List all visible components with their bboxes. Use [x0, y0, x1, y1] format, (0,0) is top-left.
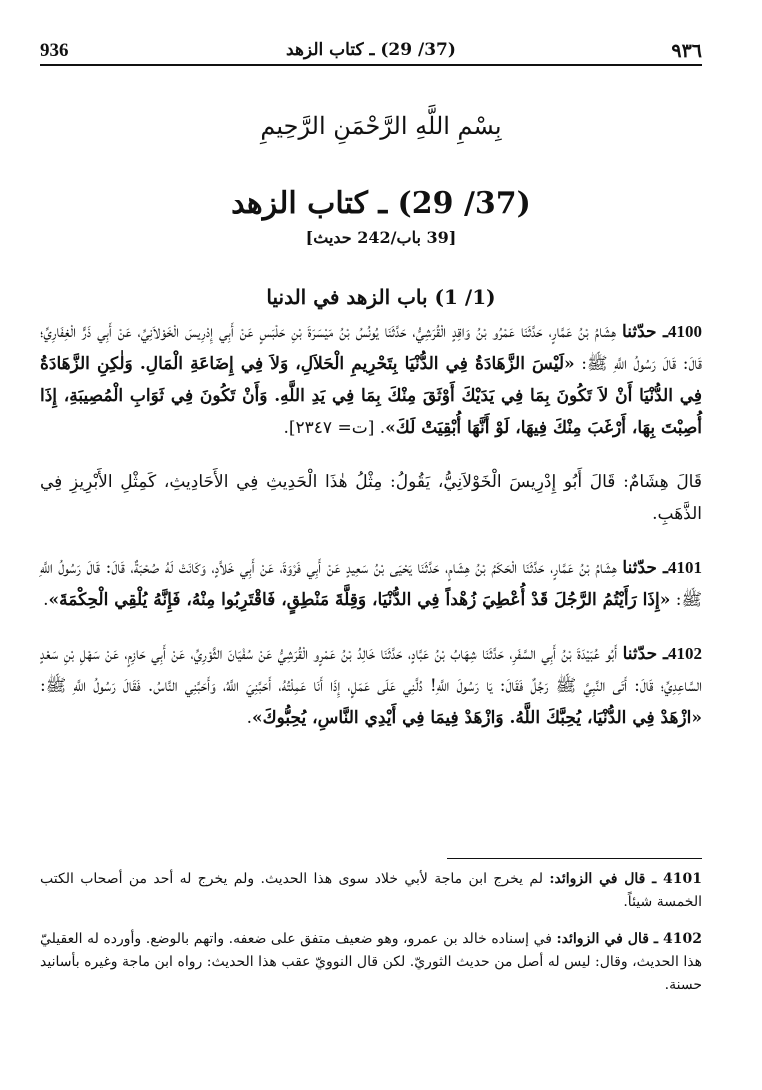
hadith-number: 4100: [668, 322, 702, 341]
hadith-body: [40, 316, 702, 756]
hadith-matn: «ازْهَدْ فِي الدُّنْيَا، يُحِبَّكَ اللَّهُ. وَازْهَدْ فِيمَا فِي أَيْدِي النَّاسِ، يُحِبُّوكَ»: [252, 708, 702, 728]
hadith-paragraph: [40, 466, 702, 530]
running-header: [40, 34, 702, 66]
hadith-lead: ـ حدّثنا: [622, 558, 669, 578]
hadith-number: 4102: [668, 644, 703, 663]
hadith-number: 4101: [668, 558, 703, 577]
footnote-text: لم يخرج ابن ماجة لأبي خلاد سوى هذا الحديث. ولم يخرج له أحد من أصحاب الكتب الخمسة شيئاً.: [40, 871, 702, 910]
book-subtitle: [39 باب/242 حديث]: [305, 228, 457, 247]
running-title: (37/ 29) ـ كتاب الزهد: [286, 40, 456, 60]
footnote: [40, 868, 702, 914]
hadith-isnad: أَبُو عُبَيْدَةَ بْنُ أَبِي السَّفَرِ، حَدَّثَنَا شِهَابُ بْنُ عَبَّادٍ، حَدَّثَنَا خَالِدُ بْنُ عَمْرٍو الْقُرَشِيُّ عَنْ سُفْيَانَ الثَّوْرِيِّ، عَنْ أَبِي حَازِمٍ، عَنْ سَهْلِ بْنِ سَعْدٍ السَّاعِدِيِّ؛ قَالَ: أَتَى النَّبِيَّ ﷺ رَجُلٌ فَقَالَ: يَا رَسُولَ اللَّهِ! دُلَّنِي عَلَى عَمَلٍ، إِذَا أَنَا عَمِلْتُهُ، أَحَبَّنِيَ اللَّهُ، وَأَحَبَّنِي النَّاسُ. فَقَالَ رَسُولُ اللَّهِ ﷺ:: [40, 644, 702, 696]
hadith-isnad: هِشَامُ بْنُ عَمَّارٍ، حَدَّثَنَا عَمْرُو بْنُ وَاقِدٍ الْقُرَشِيُّ، حَدَّثَنَا يُونُسُ بْنُ مَيْسَرَةَ بْنِ حَلْبَسٍ عَنْ أَبِي إِدْرِيسَ الْخَوْلاَنِيِّ، عَنْ أَبِي ذَرٍّ الْغِفَارِيِّ؛ قَالَ: قَالَ رَسُولُ اللَّهِ ﷺ:: [40, 322, 703, 374]
hadith-comment: قَالَ هِشَامٌ: قَالَ أَبُو إِدْرِيسَ الْخَوْلاَنِيُّ، يَقُولُ: مِثْلُ هٰذَا الْحَدِيثِ فِي الأَحَادِيثِ، كَمِثْلِ الأَبْرِيزِ فِي الذَّهَبِ.: [40, 472, 702, 524]
hadith-tail: . [ت= ٢٣٤٧].: [283, 418, 386, 438]
hadith-lead: ـ حدّثنا: [622, 322, 668, 342]
footnote: [40, 928, 702, 997]
hadith-paragraph: [40, 552, 702, 616]
hadith-lead: ـ حدّثنا: [622, 644, 669, 664]
footnote-rule: [447, 858, 702, 859]
hadith-tail: .: [43, 590, 49, 610]
basmala: بِسْمِ اللَّهِ الرَّحْمَنِ الرَّحِيمِ: [260, 112, 502, 140]
page-number-arabic: ٩٣٦: [671, 40, 702, 62]
hadith-isnad: هِشَامُ بْنُ عَمَّارٍ، حَدَّثَنَا الْحَكَمُ بْنُ هِشَامٍ، حَدَّثَنَا يَحْيَى بْنُ سَعِيدٍ عَنْ أَبِي فَرْوَةَ، عَنْ أَبِي خَلاَّدٍ، وَكَانَتْ لَهُ صُحْبَةٌ، قَالَ: قَالَ رَسُولُ اللَّهِ ﷺ:: [40, 558, 702, 610]
hadith-tail: .: [246, 708, 252, 728]
footnotes: [40, 868, 702, 1011]
hadith-paragraph: [40, 638, 702, 734]
header-rule: [40, 64, 702, 66]
hadith-paragraph: [40, 316, 702, 444]
footnote-head: 4102 ـ قال في الزوائد:: [556, 931, 702, 947]
footnote-head: 4101 ـ قال في الزوائد:: [549, 871, 702, 887]
book-title: (37/ 29) ـ كتاب الزهد: [231, 186, 531, 221]
chapter-title: (1/ 1) باب الزهد في الدنيا: [266, 285, 496, 309]
footnote-text: في إسناده خالد بن عمرو، وهو ضعيف متفق على ضعفه. واتهم بالوضع. وأورده له العقيليّ هذا الحديث، وقال: ليس له أصل من حديث الثوريّ. لكن قال النوويّ عقب هذا الحديث: رواه ابن ماجة وغيره بأسانيد حسنة.: [40, 931, 702, 993]
page-number-latin: 936: [40, 40, 69, 61]
hadith-matn: «إِذَا رَأَيْتُمُ الرَّجُلَ قَدْ أُعْطِيَ زُهْداً فِي الدُّنْيَا، وَقِلَّةَ مَنْطِقٍ، فَاقْتَرِبُوا مِنْهُ، فَإِنَّهُ يُلْقِي الْحِكْمَةَ»: [48, 590, 671, 610]
hadith-matn: «لَيْسَ الزَّهَادَةُ فِي الدُّنْيَا بِتَحْرِيمِ الْحَلاَلِ، وَلاَ فِي إِضَاعَةِ الْمَالِ. وَلٰكِنِ الزَّهَادَةُ فِي الدُّنْيَا أَنْ لاَ تَكُونَ بِمَا فِي يَدَيْكَ أَوْثَقَ مِنْكَ بِمَا فِي يَدِ اللَّهِ. وَأَنْ تَكُونَ فِي ثَوَابِ الْمُصِيبَةِ، إِذَا أُصِبْتَ بِهَا، أَرْغَبَ مِنْكَ فِيهَا، لَوْ أَنَّهَا أُبْقِيَتْ لَكَ»: [40, 354, 702, 438]
